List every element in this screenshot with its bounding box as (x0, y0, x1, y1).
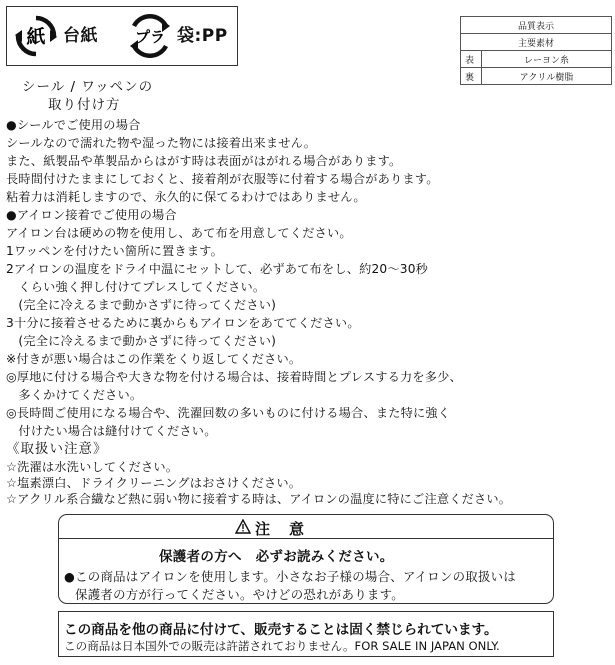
plastic-recycle-icon (128, 14, 172, 58)
caution-heading: 注 意 (255, 520, 307, 538)
warning-icon (235, 519, 251, 534)
sales-restriction-box (58, 611, 554, 657)
text-line: 多くかけてください。 (6, 388, 143, 402)
caution-notice: 保護者の方へ 必ずお読みください。 (159, 549, 394, 565)
material-value: レーヨン糸 (482, 51, 612, 68)
text-line: 付けたい場合は縫付けてください。 (6, 424, 217, 438)
plastic-mark-label: 袋:PP (177, 26, 228, 46)
text-line: ◎厚地に付ける場合や大きな物を付ける場合は、接着時間とプレスする力を多少、 (6, 370, 462, 384)
text-line: (完全に冷えるまで動かさずに待ってください) (6, 298, 277, 312)
text-line: くらい強く押し付けてプレスしてください。 (6, 280, 266, 294)
instructions-title: シール / ワッペンの (22, 79, 154, 95)
text-line: シールなので濡れた物や湿った物には接着出来ません。 (6, 136, 317, 150)
caution-box (58, 514, 554, 604)
text-line: 1ワッペンを付けたい箇所に置きます。 (6, 244, 223, 258)
quality-label-table (460, 16, 612, 85)
recycling-marks (6, 6, 238, 66)
handling-heading: 《取扱い注意》 (6, 441, 108, 457)
table-row (461, 51, 612, 68)
resale-prohibition: この商品を他の商品に付けて、販売することは固く禁じられています。 (64, 622, 498, 638)
text-line: 3十分に接着させるために裏からもアイロンをあててください。 (6, 316, 360, 330)
instructions-title-2: 取り付け方 (48, 97, 121, 113)
material-subheader: 主要素材 (461, 34, 612, 51)
material-side: 裏 (461, 68, 482, 85)
text-line: ●シールでご使用の場合 (6, 118, 141, 132)
paper-mark-label: 台紙 (63, 26, 98, 46)
caution-text: 保護者の方が行ってください。やけどの恐れがあります。 (75, 587, 404, 602)
text-line: ※付きが悪い場合はこの作業をくり返してください。 (6, 352, 302, 366)
text-line: 長時間付けたままにしておくと、接着剤が衣服等に付着する場合があります。 (6, 172, 439, 186)
table-row (461, 68, 612, 85)
text-line: ☆アクリル系合繊など熱に弱い物に接着する時は、アイロンの温度に特にご注意ください。 (6, 492, 512, 506)
material-side: 表 (461, 51, 482, 68)
text-line: また、紙製品や革製品からはがす時は表面がはがれる場合があります。 (6, 154, 402, 168)
quality-header: 品質表示 (461, 17, 612, 34)
text-line: 2アイロンの温度をドライ中温にセットして、必ずあて布をし、約20～30秒 (6, 262, 429, 276)
text-line: ●アイロン接着でご使用の場合 (6, 208, 177, 222)
text-line: (完全に冷えるまで動かさずに待ってください) (6, 334, 277, 348)
caution-header-bar (59, 515, 553, 539)
text-line: ◎長時間ご使用になる場合や、洗濯回数の多いものに付ける場合、また特に強く (6, 406, 451, 420)
text-line: 粘着力は消耗しますので、永久的に保てるわけではありません。 (6, 190, 366, 204)
text-line: アイロン台は硬めの物を使用し、あて布を用意してください。 (6, 226, 352, 240)
text-line: ☆洗濯は水洗いしてください。 (6, 460, 179, 474)
text-line: ☆塩素漂白、ドライクリーニングはおさけください。 (6, 476, 302, 490)
plastic-mark-text: プラ (134, 28, 166, 46)
paper-mark-text: 紙 (26, 26, 46, 48)
material-value: アクリル樹脂 (482, 68, 612, 85)
region-restriction: この商品は日本国外での販売は許諾されておりません。FOR SALE IN JAPAN ONLY. (64, 639, 500, 653)
paper-recycle-icon (14, 14, 58, 58)
caution-text: ●この商品はアイロンを使用します。小さなお子様の場合、アイロンの取扱いは (64, 569, 517, 584)
